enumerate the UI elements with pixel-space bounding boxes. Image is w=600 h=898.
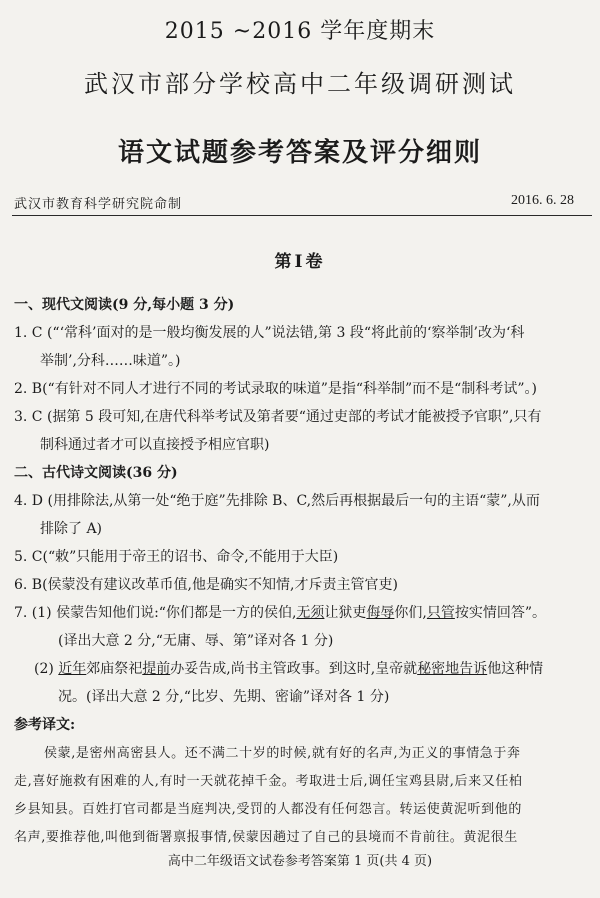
q7-1-key-word-2: 侮辱 [366, 605, 395, 621]
section-heading-classical-reading: 二、古代诗文阅读(36 分) [14, 465, 178, 481]
exam-line: 武汉市部分学校高中二年级调研测试 [84, 70, 516, 98]
q7-2-key-word-1: 近年 [58, 661, 87, 677]
translation-line: 侯蒙,是密州高密县人。还不满二十岁的时候,就有好的名声,为正义的事情急于奔 [44, 746, 521, 761]
q7-2-text-mid2: 办妥告成,尚书主管政事。到这时,皇帝就 [170, 661, 418, 677]
volume-title: 第Ⅰ卷 [274, 252, 326, 272]
q7-1-text: 7. (1) 侯蒙告知他们说:“你们都是一方的侯伯, [14, 605, 297, 621]
page-footer: 高中二年级语文试卷参考答案第 1 页(共 4 页) [167, 854, 433, 869]
year-line: 2015 ~2016 学年度期末 [164, 19, 436, 44]
answer-q4-line2: 排除了 A) [40, 521, 103, 537]
answer-q7-2 [34, 658, 543, 678]
answer-q2: 2. B(“有针对不同人才进行不同的考试录取的味道”是指“科举制”而不是“制科考试”。) [14, 381, 537, 397]
answer-q1-line2: 举制’,分科……味道”。) [40, 353, 181, 369]
q7-1-text-end: 按实情回答”。 [454, 605, 547, 621]
answer-q3-line1: 3. C (据第 5 段可知,在唐代科举考试及第者要“通过吏部的考试才能被授予官职”,只有 [14, 409, 542, 425]
answer-q4-line1: 4. D (用排除法,从第一处“绝于庭”先排除 B、C,然后再根据最后一句的主语“蒙”,从而 [14, 493, 540, 509]
answer-q7-2-scoring: 况。(译出大意 2 分,“比岁、先期、密谕”译对各 1 分) [58, 689, 390, 705]
q7-2-label: (2) [34, 661, 59, 677]
issuer: 武汉市教育科学研究院命制 [14, 197, 183, 212]
translation-line: 名声,要推荐他,叫他到衙署禀报事情,侯蒙因趟过了自己的县境而不肯前往。黄泥很生 [14, 830, 518, 845]
q7-1-text-mid2: 你们, [394, 605, 427, 621]
q7-2-text-mid1: 郊庙祭祀 [86, 661, 143, 677]
translation-line: 走,喜好施救有困难的人,有时一天就花掉千金。考取进士后,调任宝鸡县尉,后来又任柏 [14, 774, 523, 789]
answer-q7-1 [14, 602, 546, 622]
document-title: 语文试题参考答案及评分细则 [117, 138, 482, 168]
section-heading-modern-reading: 一、现代文阅读(9 分,每小题 3 分) [14, 297, 235, 313]
q7-1-key-word-3: 只管 [426, 605, 455, 621]
header-divider [12, 215, 592, 216]
q7-2-key-word-2: 提前 [142, 661, 171, 677]
q7-1-text-mid1: 让狱吏 [324, 605, 367, 621]
translation-line: 乡县知县。百姓打官司都是当庭判决,受罚的人都没有任何怨言。转运使黄泥听到他的 [14, 802, 522, 817]
answer-q5: 5. C(“敕”只能用于帝王的诏书、命令,不能用于大臣) [14, 549, 339, 565]
translation-heading: 参考译文: [14, 717, 76, 733]
q7-2-key-word-3: 秘密地告诉 [417, 661, 488, 677]
answer-q6: 6. B(侯蒙没有建议改革币值,他是确实不知情,才斥责主管官吏) [14, 577, 398, 593]
answer-q1-line1: 1. C (“‘常科’面对的是一般均衡发展的人”说法错,第 3 段“将此前的‘察举制’改为‘科 [14, 325, 525, 341]
q7-2-text-end: 他这种情 [487, 661, 544, 677]
issue-date: 2016. 6. 28 [511, 193, 574, 208]
answer-q7-1-scoring: (译出大意 2 分,“无庸、辱、第”译对各 1 分) [58, 633, 334, 649]
q7-1-key-word-1: 无须 [296, 605, 325, 621]
answer-q3-line2: 制科通过者才可以直接授予相应官职) [40, 437, 270, 453]
